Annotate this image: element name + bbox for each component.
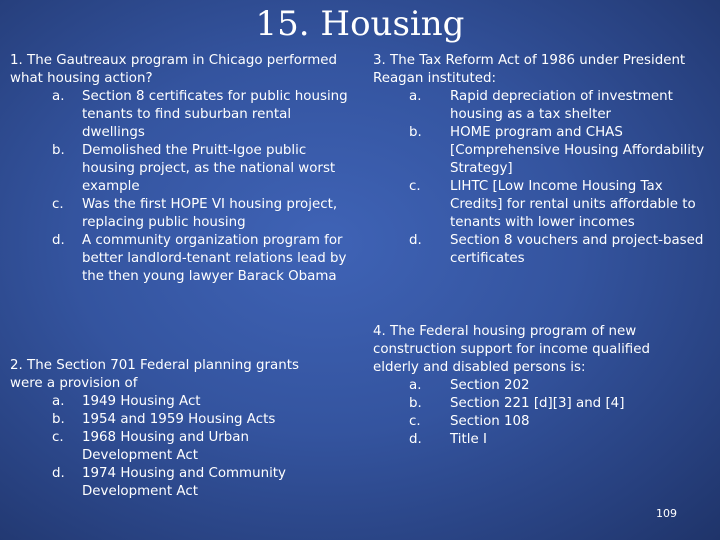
option-text: A community organization program for better landlord-tenant relations lead by the then young lawyer Barack Obama: [82, 233, 347, 284]
option-label: a.: [52, 394, 65, 409]
option-label: b.: [409, 396, 422, 411]
option-a: [10, 88, 350, 142]
question-4: [373, 323, 693, 449]
option-label: a.: [409, 378, 422, 393]
option-b: [373, 395, 693, 413]
option-text: Section 8 certificates for public housing tenants to find suburban rental dwellings: [82, 89, 348, 140]
question-stem: 4. The Federal housing program of new construction support for income qualified elderly and disabled persons is:: [373, 324, 650, 375]
answer-options: [373, 88, 708, 268]
option-b: [373, 124, 708, 178]
answer-options: [373, 377, 693, 449]
question-stem: 2. The Section 701 Federal planning grants were a provision of: [10, 358, 299, 391]
option-label: c.: [52, 197, 64, 212]
option-text: HOME program and CHAS [Comprehensive Housing Affordability Strategy]: [450, 125, 705, 176]
option-b: [10, 142, 350, 196]
option-text: Section 202: [450, 378, 530, 393]
option-text: Demolished the Pruitt-Igoe public housing project, as the national worst example: [82, 143, 336, 194]
option-label: b.: [409, 125, 422, 140]
question-3: [373, 52, 708, 268]
option-text: 1974 Housing and Community Development Act: [82, 466, 286, 499]
option-c: [373, 413, 693, 431]
option-d: [373, 232, 708, 268]
option-text: Was the first HOPE VI housing project, replacing public housing: [82, 197, 338, 230]
option-text: Rapid depreciation of investment housing as a tax shelter: [450, 89, 673, 122]
question-2: [10, 357, 330, 501]
option-a: [373, 88, 708, 124]
option-text: Section 108: [450, 414, 530, 429]
option-text: 1954 and 1959 Housing Acts: [82, 412, 276, 427]
option-c: [373, 178, 708, 232]
option-a: [10, 393, 330, 411]
option-text: Section 221 [d][3] and [4]: [450, 396, 625, 411]
answer-options: [10, 393, 330, 501]
option-label: d.: [409, 432, 422, 447]
option-label: c.: [52, 430, 64, 445]
question-1: [10, 52, 350, 286]
option-label: a.: [52, 89, 65, 104]
option-label: b.: [52, 412, 65, 427]
answer-options: [10, 88, 350, 286]
page-number: 109: [656, 507, 677, 520]
option-text: LIHTC [Low Income Housing Tax Credits] for rental units affordable to tenants with lower incomes: [450, 179, 696, 230]
option-text: 1968 Housing and Urban Development Act: [82, 430, 249, 463]
option-d: [373, 431, 693, 449]
option-label: a.: [409, 89, 422, 104]
option-label: d.: [409, 233, 422, 248]
option-c: [10, 429, 330, 465]
option-label: c.: [409, 414, 421, 429]
option-text: Title I: [450, 432, 487, 447]
option-label: d.: [52, 233, 65, 248]
option-text: Section 8 vouchers and project-based certificates: [450, 233, 704, 266]
option-d: [10, 232, 350, 286]
option-label: d.: [52, 466, 65, 481]
question-stem: 3. The Tax Reform Act of 1986 under President Reagan instituted:: [373, 53, 686, 86]
option-c: [10, 196, 350, 232]
option-label: b.: [52, 143, 65, 158]
slide-title: 15. Housing: [255, 4, 465, 44]
option-a: [373, 377, 693, 395]
question-stem: 1. The Gautreaux program in Chicago performed what housing action?: [10, 53, 337, 86]
option-label: c.: [409, 179, 421, 194]
option-text: 1949 Housing Act: [82, 394, 201, 409]
option-d: [10, 465, 330, 501]
option-b: [10, 411, 330, 429]
